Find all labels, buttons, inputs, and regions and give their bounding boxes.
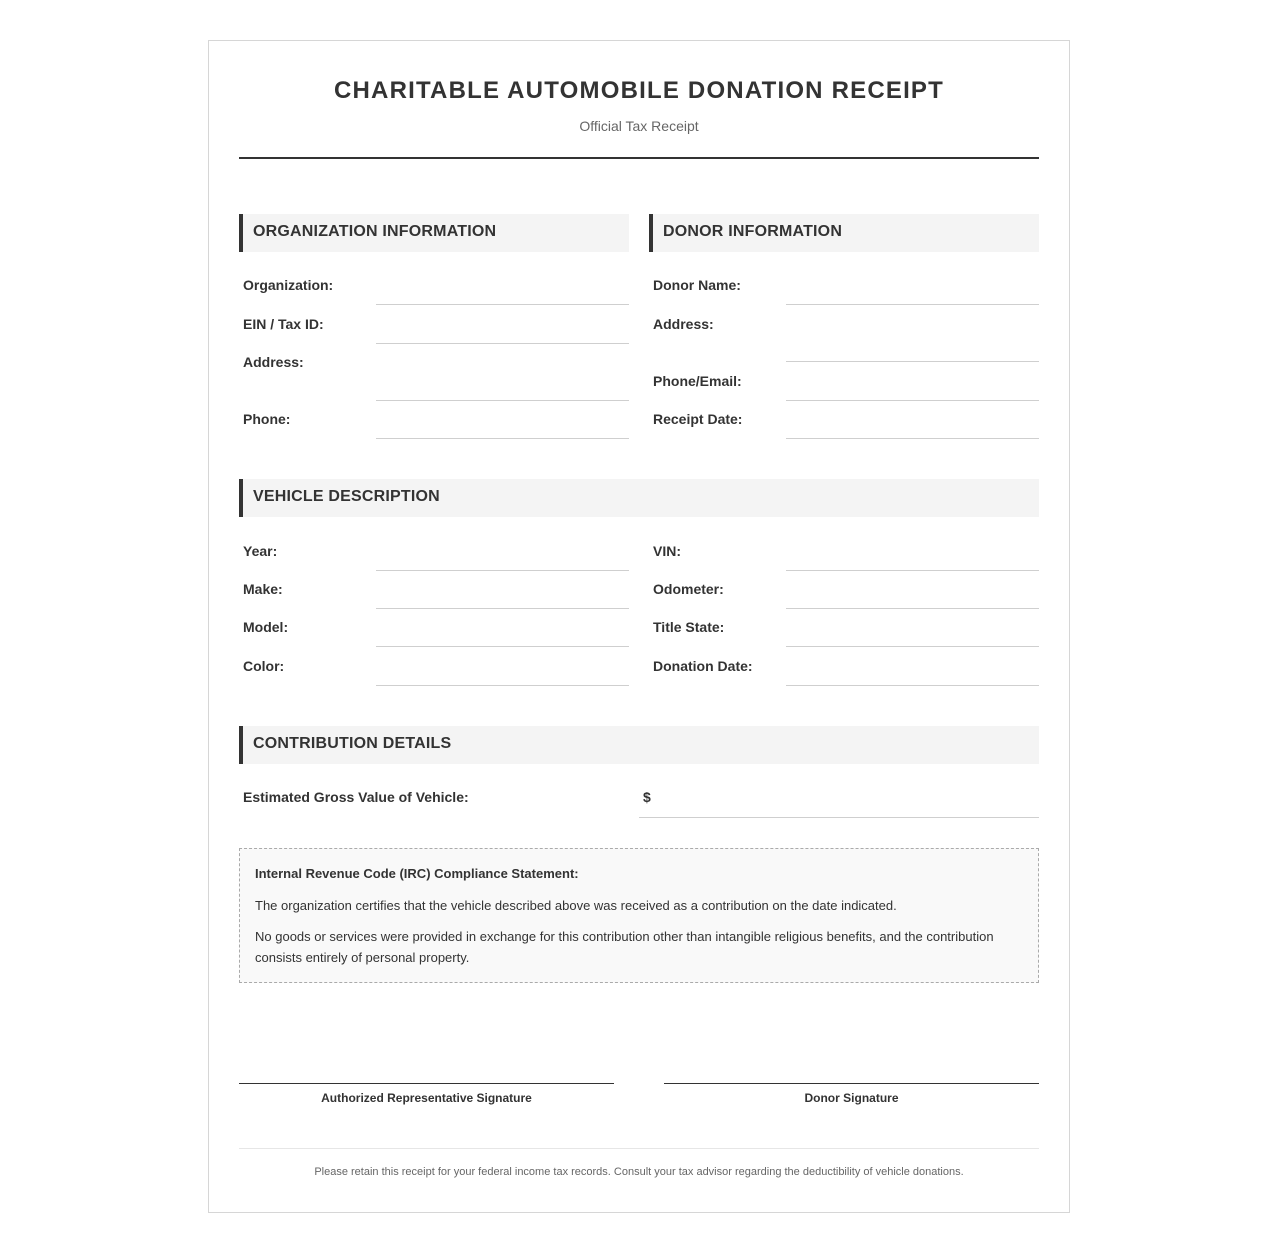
color-label: Color: [243,658,285,674]
receipt-date-label: Receipt Date: [653,411,743,427]
gross-value-label: Estimated Gross Value of Vehicle: [243,789,469,805]
donation-date-field[interactable] [786,685,1039,686]
org-address-label: Address: [243,354,304,370]
ein-label: EIN / Tax ID: [243,316,324,332]
donor-name-label: Donor Name: [653,277,741,293]
organization-label: Organization: [243,277,334,293]
gross-value-field[interactable] [639,817,1039,818]
vehicle-heading: VEHICLE DESCRIPTION [253,488,440,505]
receipt-page [208,40,1070,1213]
year-label: Year: [243,543,278,559]
contribution-heading: CONTRIBUTION DETAILS [253,735,452,752]
donor-address-label: Address: [653,316,714,332]
compliance-heading: Internal Revenue Code (IRC) Compliance Statement: [255,866,579,881]
receipt-subtitle: Official Tax Receipt [579,118,699,134]
odometer-field[interactable] [786,608,1039,609]
org-phone-label: Phone: [243,411,291,427]
title-divider [239,157,1039,159]
organization-field[interactable] [376,304,629,305]
title-state-field[interactable] [786,646,1039,647]
title-state-label: Title State: [653,619,725,635]
compliance-paragraph-1: The organization certifies that the vehicle described above was received as a contribution on the date indicated. [255,898,897,913]
donor-phone-email-field[interactable] [786,400,1039,401]
representative-signature-line[interactable] [239,1083,614,1084]
donor-section-header [649,214,1039,252]
org-phone-field[interactable] [376,438,629,439]
donor-address-field[interactable] [786,361,1039,362]
color-field[interactable] [376,685,629,686]
org-address-field[interactable] [376,400,629,401]
ein-field[interactable] [376,343,629,344]
contribution-section-header [239,726,1039,764]
make-label: Make: [243,581,283,597]
donation-date-label: Donation Date: [653,658,753,674]
donor-signature-label: Donor Signature [804,1091,899,1105]
donor-phone-email-label: Phone/Email: [653,373,742,389]
organization-section-header [239,214,629,252]
footer-divider [239,1148,1039,1149]
donor-signature-line[interactable] [664,1083,1039,1084]
vehicle-section-header [239,479,1039,517]
year-field[interactable] [376,570,629,571]
compliance-statement-box [239,848,1039,983]
make-field[interactable] [376,608,629,609]
representative-signature-label: Authorized Representative Signature [321,1091,532,1105]
organization-heading: ORGANIZATION INFORMATION [253,223,497,240]
donor-heading: DONOR INFORMATION [663,223,843,240]
vin-field[interactable] [786,570,1039,571]
model-field[interactable] [376,646,629,647]
receipt-date-field[interactable] [786,438,1039,439]
receipt-title: CHARITABLE AUTOMOBILE DONATION RECEIPT [333,77,945,104]
compliance-paragraph-2: No goods or services were provided in exchange for this contribution other than intangible religious benefits, and the contribution consists entirely of personal property. [255,929,994,965]
vin-label: VIN: [653,543,681,559]
donor-name-field[interactable] [786,304,1039,305]
odometer-label: Odometer: [653,581,724,597]
model-label: Model: [243,619,289,635]
footer-note: Please retain this receipt for your federal income tax records. Consult your tax advisor regarding the deductibility of vehicle donations. [314,1166,964,1178]
currency-symbol: $ [643,789,651,805]
